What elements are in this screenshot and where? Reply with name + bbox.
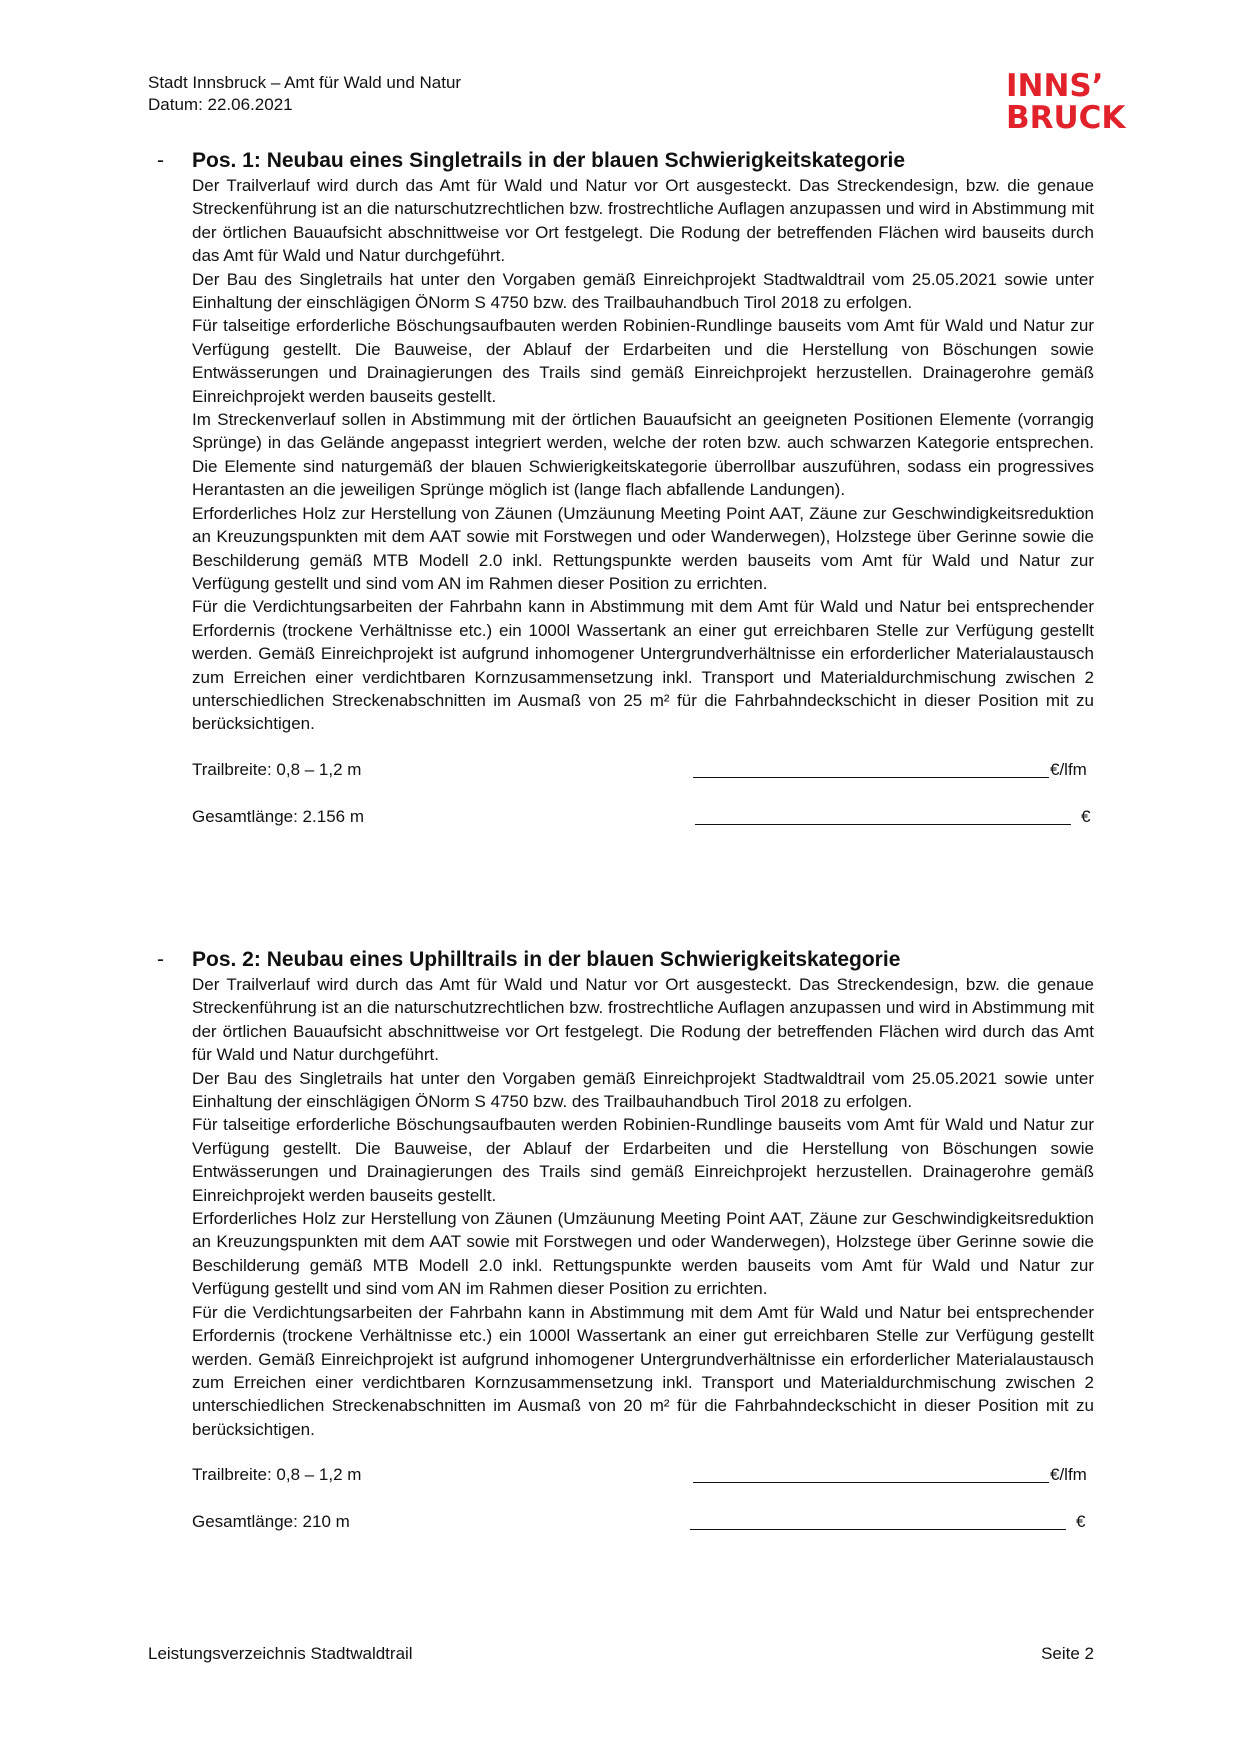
position-2-section <box>148 947 1094 1534</box>
paragraph: Für die Verdichtungsarbeiten der Fahrbahn kann in Abstimmung mit dem Amt für Wald und Natur bei entsprechender Erfordernis (trockene Verhältnisse etc.) ein 1000l Wassertank an einer gut erreichbaren Stelle zur Verfügung gestellt werden. Gemäß Einreichprojekt ist aufgrund inhomogener Untergrundverhältnisse ein erforderlicher Materialaustausch zum Erreichen einer verdichtbaren Kornzusammensetzung inkl. Transport und Materialdurchmischung zwischen 2 unterschiedlichen Streckenabschnitten im Ausmaß von 20 m² für die Fahrbahndeckschicht in dieser Position mit zu berücksichtigen. <box>192 1302 1094 1439</box>
header-date: Datum: 22.06.2021 <box>148 95 293 114</box>
page-header <box>148 72 461 116</box>
paragraph: Der Trailverlauf wird durch das Amt für Wald und Natur vor Ort ausgesteckt. Das Streckendesign, bzw. die genaue Streckenführung ist an die naturschutzrechtlichen bzw. frostrechtliche Auflagen anzupassen und wird in Abstimmung mit der örtlichen Bauaufsicht abschnittweise vor Ort festgelegt. Die Rodung der betreffenden Flächen wird durch das Amt für Wald und Natur durchgeführt. <box>192 975 1094 1065</box>
price-fill-line <box>693 1482 1049 1483</box>
paragraph: Für talseitige erforderliche Böschungsaufbauten werden Robinien-Rundlinge bauseits vom Amt für Wald und Natur zur Verfügung gestellt. Die Bauweise, der Ablauf der Erdarbeiten und die Herstellung von Böschungen sowie Entwässerungen und Drainagierungen des Trails sind gemäß Einreichprojekt herzustellen. Drainagerohre gemäß Einreichprojekt werden bauseits gestellt. <box>192 316 1094 406</box>
paragraph: Im Streckenverlauf sollen in Abstimmung mit der örtlichen Bauaufsicht an geeigneten Positionen Elemente (vorrangig Sprünge) in das Gelände angepasst integriert werden, welche der roten bzw. auch schwarzen Kategorie entsprechen. Die Elemente sind naturgemäß der blauen Schwierigkeitskategorie überrollbar auszuführen, sodass ein progressives Herantasten an die jeweiligen Sprünge möglich ist (lange flach abfallende Landungen). <box>192 410 1094 500</box>
position-1-section <box>148 148 1094 829</box>
position-1-description <box>192 174 1094 736</box>
price-unit: €/lfm <box>1050 759 1087 779</box>
total-length-label: Gesamtlänge: 2.156 m <box>192 806 364 826</box>
price-unit: €/lfm <box>1050 1465 1087 1485</box>
price-fill-line <box>695 824 1071 825</box>
price-unit: € <box>1081 806 1091 826</box>
total-length-row <box>192 1510 1094 1534</box>
price-fill-line <box>690 1529 1066 1530</box>
footer-document-title: Leistungsverzeichnis Stadtwaldtrail <box>148 1644 413 1663</box>
position-1-heading <box>148 148 1094 174</box>
footer-page-number: Seite 2 <box>1041 1644 1094 1663</box>
logo-line-2: BRUCK <box>1006 100 1126 136</box>
header-organization: Stadt Innsbruck – Amt für Wald und Natur <box>148 73 462 92</box>
total-length-label: Gesamtlänge: 210 m <box>192 1512 350 1532</box>
list-dash: - <box>157 149 164 172</box>
logo-line-1: INNS’ <box>1006 68 1104 104</box>
paragraph: Der Bau des Singletrails hat unter den Vorgaben gemäß Einreichprojekt Stadtwaldtrail vom 25.05.2021 sowie unter Einhaltung der einschlägigen ÖNorm S 4750 bzw. des Trailbauhandbuch Tirol 2018 zu erfolgen. <box>192 269 1094 313</box>
trail-width-label: Trailbreite: 0,8 – 1,2 m <box>192 1465 362 1485</box>
price-fill-line <box>693 777 1049 778</box>
page-footer <box>148 1643 1094 1665</box>
trail-width-row <box>192 758 1094 782</box>
paragraph: Der Trailverlauf wird durch das Amt für Wald und Natur vor Ort ausgesteckt. Das Streckendesign, bzw. die genaue Streckenführung ist an die naturschutzrechtlichen bzw. frostrechtliche Auflagen anzupassen und wird in Abstimmung mit der örtlichen Bauaufsicht abschnittweise vor Ort festgelegt. Die Rodung der betreffenden Flächen wird bauseits durch das Amt für Wald und Natur durchgeführt. <box>192 176 1094 266</box>
trail-width-label: Trailbreite: 0,8 – 1,2 m <box>192 759 362 779</box>
innsbruck-logo <box>1006 70 1130 136</box>
list-dash: - <box>157 948 164 971</box>
total-length-row <box>192 805 1094 829</box>
paragraph: Erforderliches Holz zur Herstellung von Zäunen (Umzäunung Meeting Point AAT, Zäune zur Geschwindigkeitsreduktion an Kreuzungspunkten mit dem AAT sowie mit Forstwegen und oder Wanderwegen), Holzstege über Gerinne sowie die Beschilderung gemäß MTB Modell 2.0 inkl. Rettungspunkte werden bauseits vom Amt für Wald und Natur zur Verfügung gestellt und sind vom AN im Rahmen dieser Position zu errichten. <box>192 1209 1094 1299</box>
paragraph: Für die Verdichtungsarbeiten der Fahrbahn kann in Abstimmung mit dem Amt für Wald und Natur bei entsprechender Erfordernis (trockene Verhältnisse etc.) ein 1000l Wassertank an einer gut erreichbaren Stelle zur Verfügung gestellt werden. Gemäß Einreichprojekt ist aufgrund inhomogener Untergrundverhältnisse ein erforderlicher Materialaustausch zum Erreichen einer verdichtbaren Kornzusammensetzung inkl. Transport und Materialdurchmischung zwischen 2 unterschiedlichen Streckenabschnitten im Ausmaß von 25 m² für die Fahrbahndeckschicht in dieser Position mit zu berücksichtigen. <box>192 597 1094 734</box>
paragraph: Erforderliches Holz zur Herstellung von Zäunen (Umzäunung Meeting Point AAT, Zäune zur Geschwindigkeitsreduktion an Kreuzungspunkten mit dem AAT sowie mit Forstwegen und oder Wanderwegen), Holzstege über Gerinne sowie die Beschilderung gemäß MTB Modell 2.0 inkl. Rettungspunkte werden bauseits vom Amt für Wald und Natur zur Verfügung gestellt und sind vom AN im Rahmen dieser Position zu errichten. <box>192 503 1094 593</box>
price-unit: € <box>1076 1512 1086 1532</box>
trail-width-row <box>192 1463 1094 1487</box>
position-2-description <box>192 973 1094 1441</box>
paragraph: Der Bau des Singletrails hat unter den Vorgaben gemäß Einreichprojekt Stadtwaldtrail vom 25.05.2021 sowie unter Einhaltung der einschlägigen ÖNorm S 4750 bzw. des Trailbauhandbuch Tirol 2018 zu erfolgen. <box>192 1068 1094 1112</box>
paragraph: Für talseitige erforderliche Böschungsaufbauten werden Robinien-Rundlinge bauseits vom Amt für Wald und Natur zur Verfügung gestellt. Die Bauweise, der Ablauf der Erdarbeiten und die Herstellung von Böschungen sowie Entwässerungen und Drainagierungen des Trails sind gemäß Einreichprojekt herzustellen. Drainagerohre gemäß Einreichprojekt werden bauseits gestellt. <box>192 1115 1094 1205</box>
position-2-title: Pos. 2: Neubau eines Uphilltrails in der blauen Schwierigkeitskategorie <box>192 948 901 971</box>
position-2-heading <box>148 947 1094 973</box>
position-1-title: Pos. 1: Neubau eines Singletrails in der blauen Schwierigkeitskategorie <box>192 149 906 172</box>
